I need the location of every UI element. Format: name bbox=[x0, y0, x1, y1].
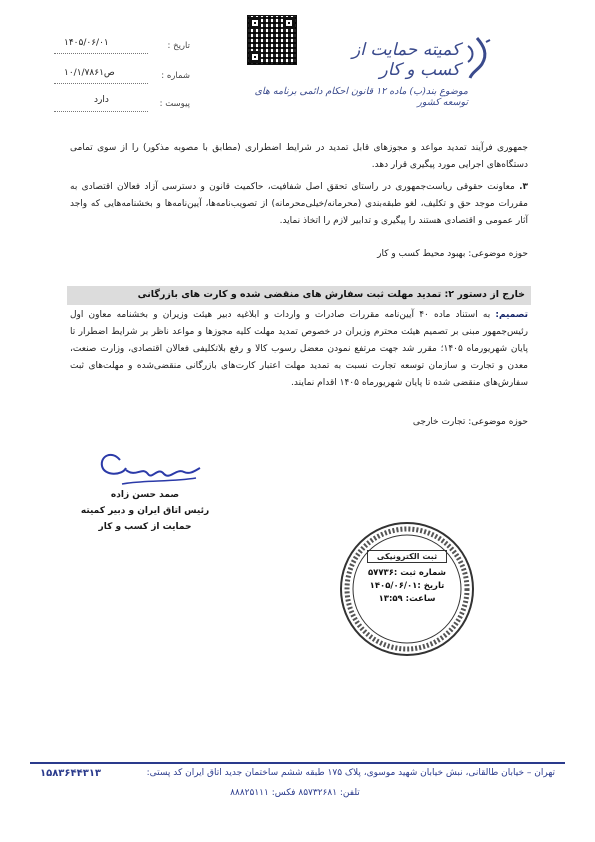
footer-postal-code: ۱۵۸۳۶۴۴۳۱۳ bbox=[40, 768, 102, 779]
attachment-value: دارد bbox=[94, 95, 109, 105]
decision-paragraph bbox=[70, 307, 528, 392]
date-value: ۱۴۰۵/۰۶/۰۱ bbox=[64, 38, 109, 48]
date-row bbox=[50, 38, 190, 57]
signatory-name: صمد حسن زاده bbox=[110, 490, 180, 500]
attachment-dotted-line bbox=[54, 111, 148, 112]
subject-field-1: حوزه موضوعی: بهبود محیط کسب و کار bbox=[377, 249, 528, 259]
decision-text: به استناد ماده ۴۰ آیین‌نامه مقررات صادرات و واردات و ابلاغیه دبیر هیئت وزیران و بخشنامه معاون اول رئیس‌جمهور مبنی بر تصمیم هیئت محترم وزیران در خصوص تمدید مهلت کلیه مجوزها و مواعد ناظر بر شرایط اضطرار تا پایان شهریورماه ۱۴۰۵؛ مقرر شد جهت مرتفع نمودن معضل رسوب کالا و رفع بلاتکلیفی فعالان اقتصادی، وزارت صنعت، معدن و تجارت و سازمان توسعه تجارت نسبت به تمدید مهلت اعتبار کارت‌های بازرگانی منقضی‌شده و مهلت‌های ثبت سفارش‌های منقضی شده تا پایان شهریورماه ۱۴۰۵ اقدام نمایند. bbox=[70, 310, 528, 388]
paragraph-2-text: معاونت حقوقی ریاست‌جمهوری در راستای تحقق اصل شفافیت، حاکمیت قانون و دسترسی آزاد فعالان اقتصادی به مقررات موجد حق و تکلیف، لغو طبقه‌بندی (محرمانه/خیلی‌محرمانه) از تصویب‌نامه‌ها، آیین‌نامه‌ها و بخشنامه‌هایی که واجد آثار عمومی و اقتصادی هستند را پیگیری و تدابیر لازم را اتخاذ نماید. bbox=[70, 182, 528, 226]
org-logo-icon bbox=[462, 36, 492, 80]
handwritten-signature bbox=[92, 448, 202, 488]
qr-finder bbox=[249, 17, 261, 29]
attachment-label: پیوست : bbox=[159, 99, 190, 109]
stamp-time: ساعت: ۱۳:۵۹ bbox=[378, 594, 436, 604]
signatory-title-1: رئیس اتاق ایران و دبیر کمیته bbox=[80, 506, 210, 516]
footer-address: تهران – خیابان طالقانی، نبش خیابان شهید موسوی، پلاک ۱۷۵ طبقه ششم ساختمان جدید اتاق ایران کد پستی: bbox=[146, 768, 555, 778]
qr-code bbox=[247, 15, 297, 65]
qr-finder bbox=[283, 17, 295, 29]
subject-line: موضوع بند(ب) ماده ۱۲ قانون احکام دائمی برنامه های توسعه کشور bbox=[254, 86, 468, 108]
paragraph-2-number: ۳. bbox=[519, 182, 528, 192]
paragraph-2 bbox=[70, 179, 528, 230]
decision-label: تصمیم: bbox=[495, 310, 528, 320]
qr-finder bbox=[249, 51, 261, 63]
number-dotted-line bbox=[54, 83, 148, 84]
subject-field-2: حوزه موضوعی: تجارت خارجی bbox=[412, 417, 528, 427]
stamp-content bbox=[367, 550, 447, 606]
footer-divider bbox=[30, 762, 565, 764]
stamp-date: تاریخ :۱۴۰۵/۰۶/۰۱ bbox=[369, 581, 445, 591]
paragraph-1: جمهوری فرآیند تمدید مواعد و مجوزهای قابل تمدید در شرایط اضطراری (مطابق با مصوبه مذکور) را از سوی تمامی دستگاه‌های اجرایی مورد پیگیری قرار دهد. bbox=[70, 143, 528, 170]
stamp-reg-no: شماره ثبت :۵۷۷۳۶ bbox=[367, 568, 447, 578]
number-row bbox=[50, 68, 190, 87]
number-label: شماره : bbox=[161, 71, 190, 81]
section-title-bar bbox=[67, 286, 531, 305]
signatory-title-2: حمایت از کسب و کار bbox=[98, 522, 192, 532]
number-value: ۱۰/۱/۷۸۶۱ص bbox=[64, 68, 115, 78]
section-title: خارج از دستور ۲: تمدید مهلت ثبت سفارش های منقضی شده و کارت های بازرگانی bbox=[137, 289, 525, 300]
org-name-logo: کمیته حمایت از کسب و کار bbox=[352, 40, 460, 80]
date-label: تاریخ : bbox=[167, 41, 190, 51]
footer-phones: تلفن: ۸۵۷۳۲۶۸۱ فکس: ۸۸۸۲۵۱۱۱ bbox=[230, 788, 360, 798]
stamp-box-label: ثبت الکترونیکی bbox=[367, 550, 447, 563]
attachment-row bbox=[50, 95, 190, 115]
date-dotted-line bbox=[54, 53, 148, 54]
